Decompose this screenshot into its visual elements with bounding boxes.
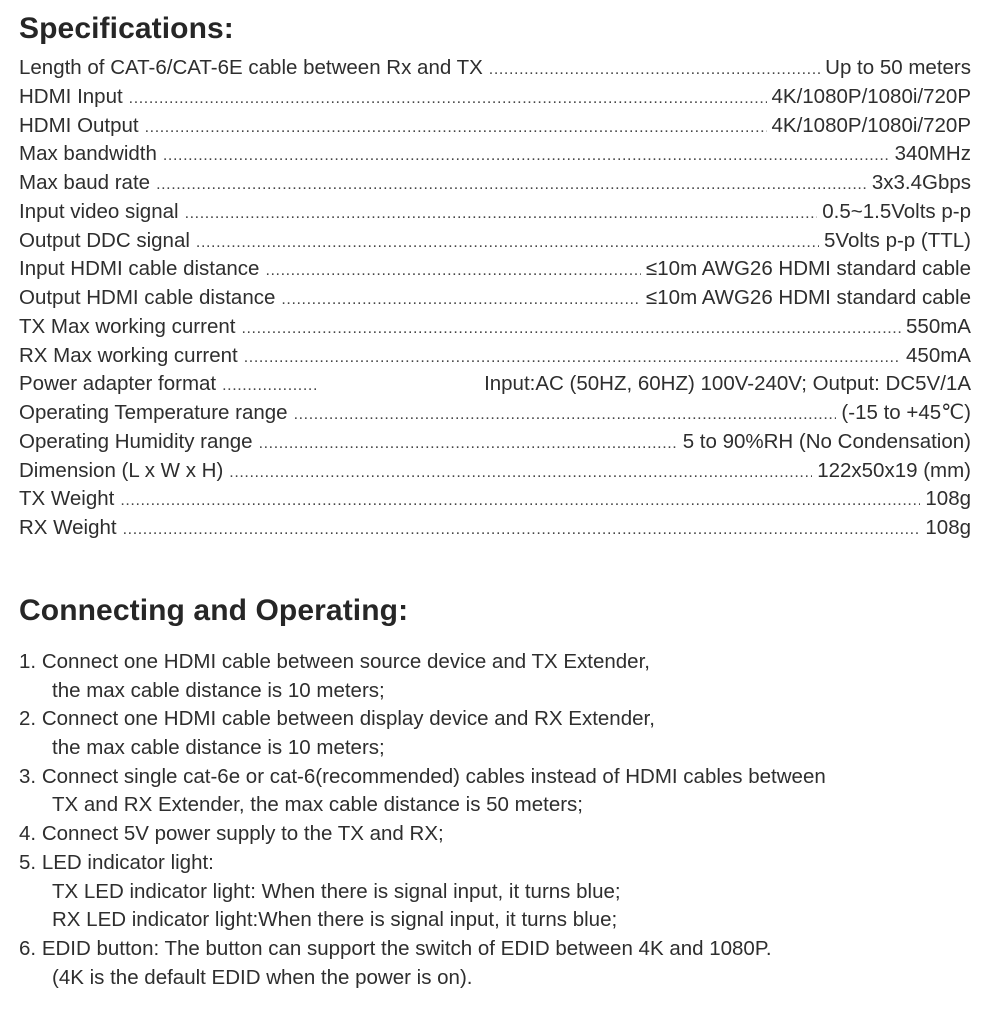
spec-row-cable-length: [19, 54, 971, 83]
spec-label: Max bandwidth: [19, 142, 157, 166]
spec-value: 5 to 90%RH (No Condensation): [682, 429, 971, 453]
spec-label: Output DDC signal: [19, 228, 190, 252]
spec-value: Input:AC (50HZ, 60HZ) 100V-240V; Output: DC5V/1A: [484, 372, 971, 396]
step-text: Connect single cat-6e or cat-6(recommended) cables instead of HDMI cables between: [41, 764, 826, 788]
dot-leader: [489, 56, 820, 83]
step-number: 3.: [19, 764, 37, 788]
spec-value: 5Volts p-p (TTL): [824, 228, 971, 252]
dot-leader: [259, 430, 678, 457]
step-number: 1.: [19, 650, 37, 673]
step-continuation-line: the max cable distance is 10 meters;: [52, 736, 385, 760]
spec-value: (-15 to +45℃): [841, 401, 971, 424]
spec-value: 0.5~1.5Volts p-p: [822, 199, 971, 223]
step-first-line: [19, 820, 979, 849]
spec-label: Operating Temperature range: [19, 401, 288, 424]
step-first-line: [19, 648, 979, 677]
step-continuation-line: the max cable distance is 10 meters;: [52, 678, 385, 702]
spec-label: Max baud rate: [19, 171, 151, 194]
spec-label: TX Max working current: [19, 314, 236, 338]
step-first-line: [19, 935, 979, 964]
spec-value: 108g: [925, 487, 971, 511]
spec-label: Operating Humidity range: [19, 429, 253, 453]
spec-label: Power adapter format: [19, 372, 217, 396]
dot-leader: [123, 516, 921, 543]
spec-value: ≤10m AWG26 HDMI standard cable: [646, 286, 971, 309]
step-text: LED indicator light:: [41, 850, 214, 874]
spec-row-output-hdmi-distance: [19, 284, 971, 313]
dot-leader: [229, 459, 812, 486]
spec-row-operating-humidity: [19, 428, 971, 457]
spec-row-power-adapter: [19, 370, 971, 399]
dot-leader: [222, 372, 318, 399]
spec-row-tx-weight: [19, 485, 971, 514]
spec-row-operating-temperature: [19, 399, 971, 428]
spec-label: Output HDMI cable distance: [19, 286, 276, 309]
connecting-heading: Connecting and Operating:: [19, 594, 409, 627]
step-number: 5.: [19, 850, 37, 874]
step-number: 6.: [19, 936, 37, 960]
spec-label: RX Max working current: [19, 343, 238, 367]
dot-leader: [120, 487, 920, 514]
spec-value: 450mA: [906, 343, 971, 367]
spec-value: 3x3.4Gbps: [871, 171, 971, 194]
spec-row-rx-weight: [19, 514, 971, 543]
spec-row-hdmi-input: [19, 83, 971, 112]
spec-row-input-video-signal: [19, 198, 971, 227]
dot-leader: [294, 401, 837, 428]
step-item-5: [19, 849, 979, 935]
spec-row-max-bandwidth: [19, 140, 971, 169]
step-first-line: [19, 705, 979, 734]
spec-label: Input video signal: [19, 199, 179, 223]
dot-leader: [163, 142, 890, 169]
spec-label: Input HDMI cable distance: [19, 257, 260, 281]
step-continuation-line: RX LED indicator light:When there is signal input, it turns blue;: [52, 908, 618, 932]
spec-label: HDMI Input: [19, 84, 123, 108]
dot-leader: [244, 344, 901, 371]
step-continuation-line: TX and RX Extender, the max cable distance is 50 meters;: [52, 793, 583, 817]
dot-leader: [156, 171, 867, 198]
spec-row-output-ddc-signal: [19, 227, 971, 256]
spec-row-tx-current: [19, 313, 971, 342]
step-text: EDID button: The button can support the switch of EDID between 4K and 1080P.: [41, 936, 772, 960]
spec-value: 108g: [925, 516, 971, 539]
step-first-line: [19, 763, 979, 792]
spec-value: 4K/1080P/1080i/720P: [771, 84, 971, 108]
step-text: Connect one HDMI cable between source device and TX Extender,: [41, 650, 650, 673]
connecting-steps-list: [19, 648, 979, 992]
spec-value: 550mA: [906, 314, 971, 338]
step-item-2: [19, 705, 979, 762]
dot-leader: [129, 85, 767, 112]
spec-label: HDMI Output: [19, 113, 139, 137]
step-number: 4.: [19, 822, 37, 846]
spec-value: 122x50x19 (mm): [817, 458, 971, 482]
step-text: Connect 5V power supply to the TX and RX;: [41, 822, 444, 846]
dot-leader: [185, 200, 818, 227]
step-item-4: [19, 820, 979, 849]
step-item-6: [19, 935, 979, 992]
spec-row-dimension: [19, 457, 971, 486]
step-continuation-line: TX LED indicator light: When there is signal input, it turns blue;: [52, 879, 621, 903]
spec-label: RX Weight: [19, 516, 117, 539]
step-number: 2.: [19, 707, 37, 731]
step-text: Connect one HDMI cable between display device and RX Extender,: [41, 707, 655, 731]
specifications-list: [19, 54, 971, 543]
dot-leader: [145, 114, 767, 141]
spec-row-hdmi-output: [19, 112, 971, 141]
spec-label: Dimension (L x W x H): [19, 458, 224, 482]
spec-label: Length of CAT-6/CAT-6E cable between Rx and TX: [19, 56, 483, 79]
spec-value: 340MHz: [894, 142, 971, 166]
spec-row-max-baud-rate: [19, 169, 971, 198]
spec-value: ≤10m AWG26 HDMI standard cable: [646, 257, 971, 281]
step-first-line: [19, 849, 979, 878]
step-item-3: [19, 763, 979, 820]
step-continuation-line: (4K is the default EDID when the power is on).: [52, 965, 473, 989]
dot-leader: [281, 286, 641, 313]
spec-value: Up to 50 meters: [825, 56, 971, 79]
dot-leader: [241, 315, 901, 342]
step-item-1: [19, 648, 979, 705]
specifications-heading: Specifications:: [19, 12, 234, 45]
spec-label: TX Weight: [19, 487, 115, 511]
dot-leader: [265, 257, 641, 284]
spec-row-input-hdmi-distance: [19, 255, 971, 284]
dot-leader: [196, 229, 819, 256]
spec-value: 4K/1080P/1080i/720P: [771, 113, 971, 137]
spec-row-rx-current: [19, 342, 971, 371]
